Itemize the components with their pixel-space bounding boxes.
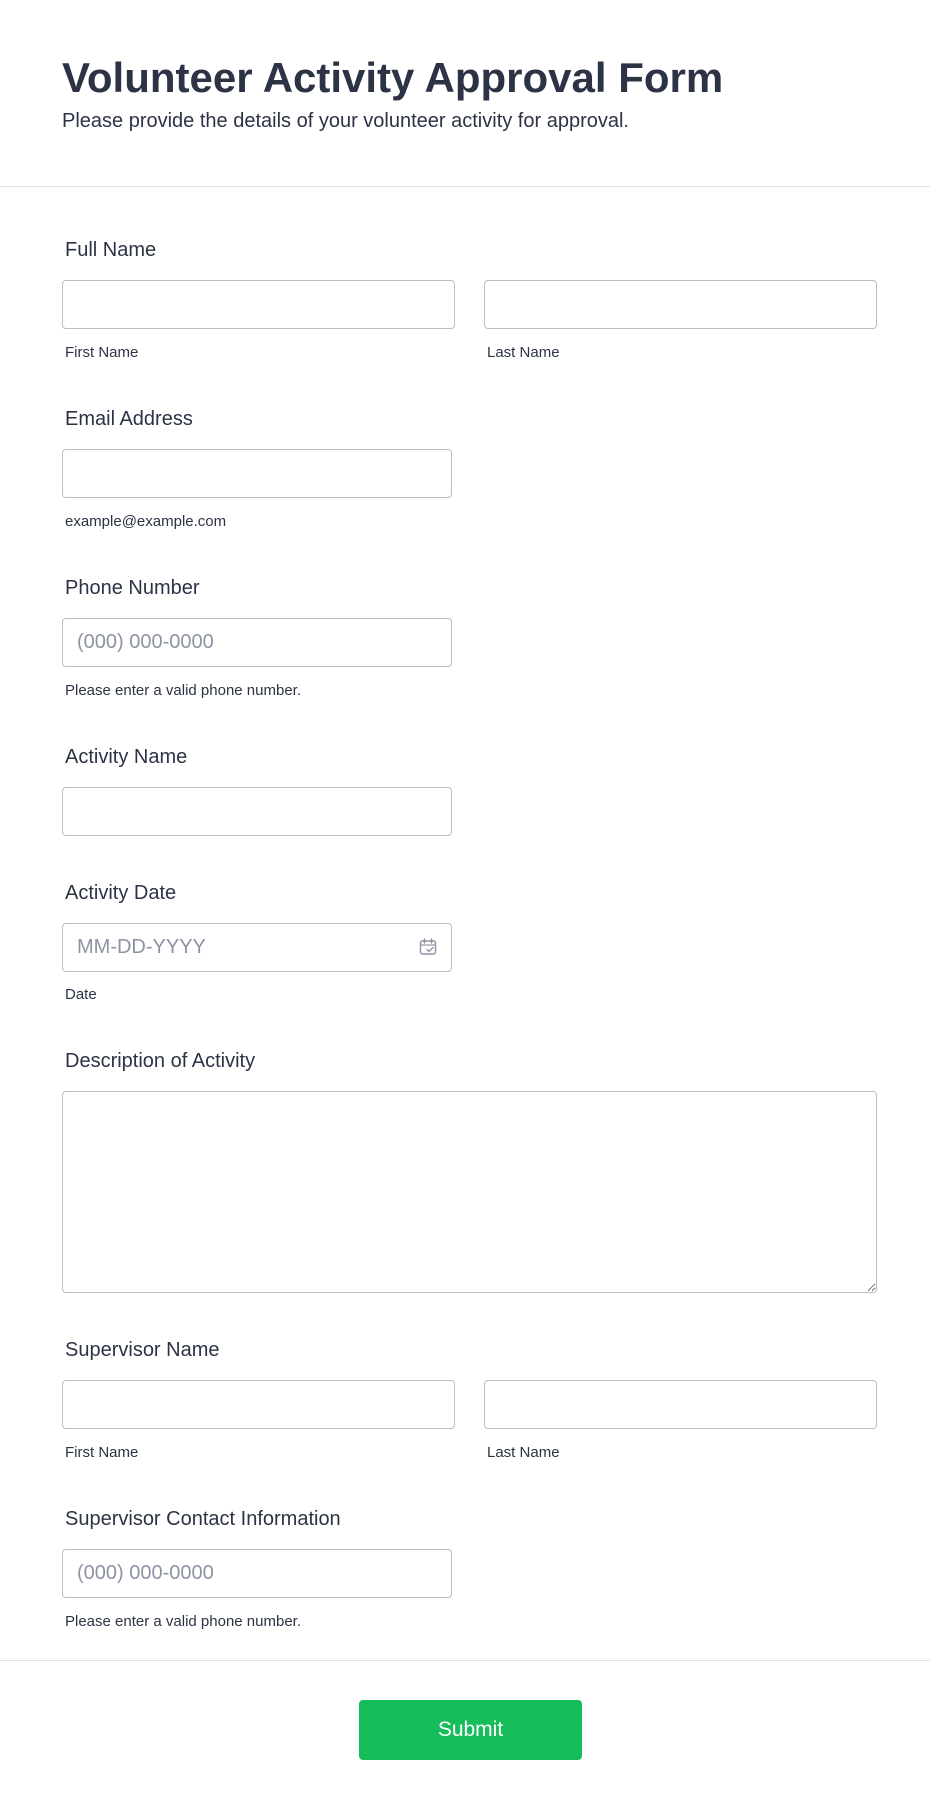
submit-button[interactable]: Submit <box>359 1700 582 1760</box>
supervisor-contact-label: Supervisor Contact Information <box>65 1508 341 1530</box>
description-textarea[interactable] <box>62 1091 877 1293</box>
form-header <box>0 0 930 187</box>
supervisor-name-label: Supervisor Name <box>65 1339 220 1361</box>
supervisor-contact-input[interactable] <box>62 1549 452 1598</box>
activity-date-input[interactable] <box>62 923 452 972</box>
activity-name-label: Activity Name <box>65 746 188 768</box>
form-subtitle: Please provide the details of your volunteer activity for approval. <box>62 110 629 132</box>
description-label: Description of Activity <box>65 1050 256 1072</box>
supervisor-last-name-input[interactable] <box>484 1380 877 1429</box>
calendar-icon[interactable] <box>419 938 437 956</box>
activity-name-input[interactable] <box>62 787 452 836</box>
full-name-last-sublabel: Last Name <box>487 344 560 361</box>
supervisor-first-name-sublabel: First Name <box>65 1444 139 1461</box>
full-name-first-sublabel: First Name <box>65 344 139 361</box>
supervisor-last-name-sublabel: Last Name <box>487 1444 560 1461</box>
full-name-last-input[interactable] <box>484 280 877 329</box>
phone-sublabel: Please enter a valid phone number. <box>65 682 301 699</box>
phone-input[interactable] <box>62 618 452 667</box>
email-label: Email Address <box>65 408 193 430</box>
form-title: Volunteer Activity Approval Form <box>62 54 724 101</box>
email-input[interactable] <box>62 449 452 498</box>
full-name-label: Full Name <box>65 239 157 261</box>
footer-divider <box>0 1660 930 1661</box>
activity-date-label: Activity Date <box>65 882 177 904</box>
supervisor-contact-sublabel: Please enter a valid phone number. <box>65 1613 301 1630</box>
full-name-first-input[interactable] <box>62 280 455 329</box>
email-sublabel: example@example.com <box>65 513 227 530</box>
supervisor-first-name-input[interactable] <box>62 1380 455 1429</box>
phone-label: Phone Number <box>65 577 200 599</box>
activity-date-sublabel: Date <box>65 986 97 1003</box>
